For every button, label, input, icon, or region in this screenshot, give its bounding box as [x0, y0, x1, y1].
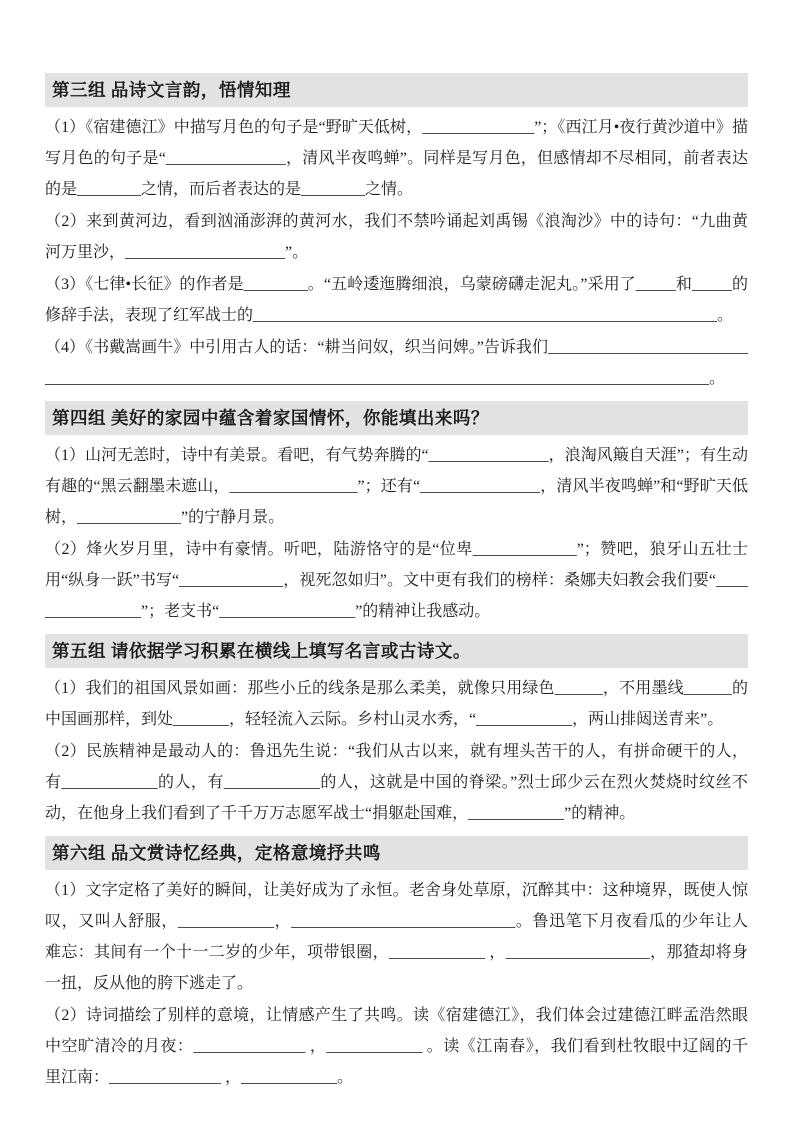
- section-group-5-header: 第五组 请依据学习积累在横线上填写名言或古诗文。: [45, 634, 748, 668]
- question-4-2: （2）烽火岁月里，诗中有豪情。听吧，陆游恪守的是“位卑_____________”；赞吧，狼牙山五壮士用“纵身一跃”书写“_____________，视死忽如归”。文中更有我们的榜样：桑娜夫妇教会我们要“________________”；老支书“_________________”的精神让我感动。: [45, 541, 748, 620]
- question-6-2: （2）诗词描绘了别样的意境，让情感产生了共鸣。读《宿建德江》，我们体会过建德江畔孟浩然眼中空旷清冷的月夜：______________ ，____________ 。读《江南春》，我们看到杜牧眼中辽阔的千里江南：______________ ，____________。: [45, 1007, 748, 1086]
- section-group-4-header: 第四组 美好的家园中蕴含着家国情怀，你能填出来吗？: [45, 401, 748, 435]
- question-3-1: （1）《宿建德江》中描写月色的句子是“野旷天低树，______________”；《西江月•夜行黄沙道中》描写月色的句子是“_______________，清风半夜鸣蝉”。同样是写月色，但感情却不尽相同，前者表达的是________之情，而后者表达的是________之情。: [45, 119, 748, 198]
- question-3-2: （2）来到黄河边，看到汹涌澎湃的黄河水，我们不禁吟诵起刘禹锡《浪淘沙》中的诗句：“九曲黄河万里沙，____________________”。: [45, 213, 748, 261]
- question-6-1: （1）文字定格了美好的瞬间，让美好成为了永恒。老舍身处草原，沉醉其中：这种境界，既使人惊叹，又叫人舒服，____________，____________________________。鲁迅笔下月夜看瓜的少年让人难忘：其间有一个十一二岁的少年，项带银圈，____________ ，__________________，那猹却将身一扭，反从他的胯下逃走了。: [45, 882, 748, 992]
- section-group-6-header: 第六组 品文赏诗忆经典，定格意境抒共鸣: [45, 836, 748, 870]
- question-5-2: （2）民族精神是最动人的：鲁迅先生说：“我们从古以来，就有埋头苦干的人，有拼命硬干的人，有____________的人，有____________的人，这就是中国的脊梁。”烈士邱少云在烈火焚烧时纹丝不动，在他身上我们看到了千千万万志愿军战士“捐躯赴国难，____________”的精神。: [45, 743, 748, 822]
- question-5-1: （1）我们的祖国风景如画：那些小丘的线条是那么柔美，就像只用绿色______，不用墨线______的中国画那样，到处_______，轻轻流入云际。乡村山灵水秀，“____________，两山排闼送青来”。: [45, 680, 748, 728]
- question-3-3: （3）《七律•长征》的作者是________。“五岭逶迤腾细浪，乌蒙磅礴走泥丸。”采用了_____和_____的修辞手法，表现了红军战士的__________________________________________________________。: [45, 276, 748, 324]
- question-3-4: （4）《书戴嵩画牛》中引用古人的话：“耕当问奴，织当问婢。”告诉我们____________________________________________________________________________________________________________。: [45, 339, 748, 387]
- section-group-3-header: 第三组 品诗文言韵，悟情知理: [45, 73, 748, 107]
- section-group-6: [45, 836, 748, 1093]
- question-4-1: （1）山河无恙时，诗中有美景。看吧，有气势奔腾的“_______________，浪淘风簸自天涯”；有生动有趣的“黑云翻墨未遮山，________________”；还有“_______________，清风半夜鸣蝉”和“野旷天低树，_____________”的宁静月景。: [45, 447, 748, 526]
- section-group-5: [45, 634, 748, 829]
- section-group-4: [45, 401, 748, 627]
- section-group-3: [45, 73, 748, 394]
